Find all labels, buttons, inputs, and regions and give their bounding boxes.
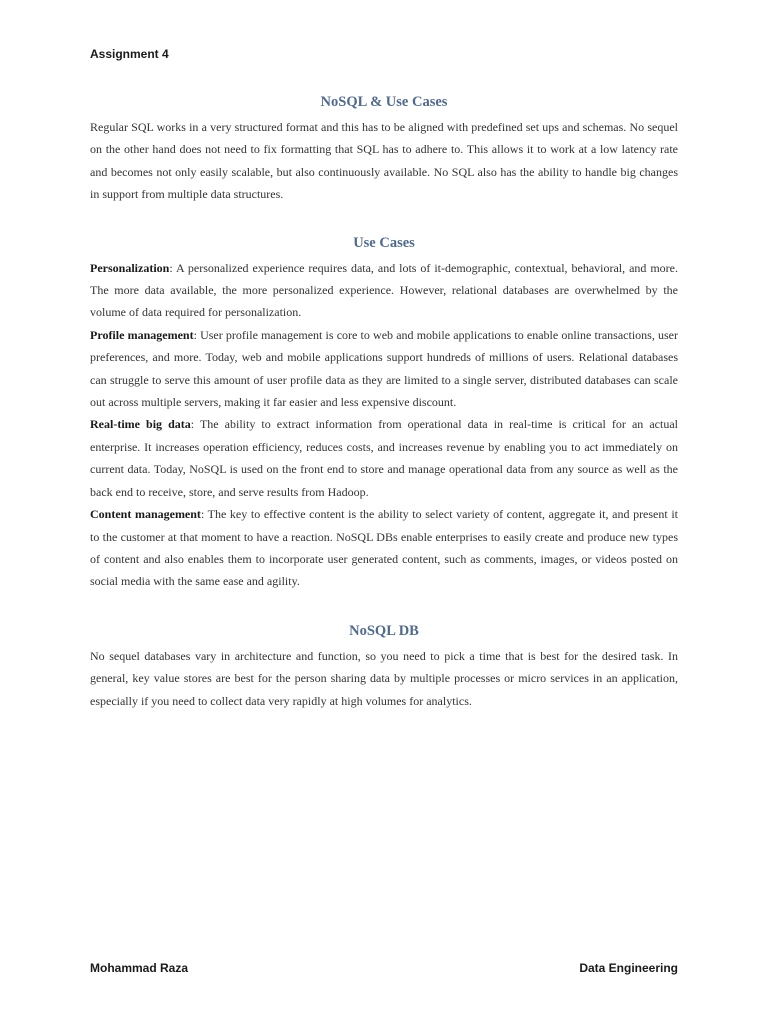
use-case-profile-management	[90, 324, 678, 414]
section-spacer	[90, 593, 678, 621]
use-case-text: : User profile management is core to web and mobile applications to enable online transactions, user preferences, and more. Today, web and mobile applications support hundreds of millions of users. Relational databases can struggle to serve this amount of user profile data as they are limited to a single server, distributed databases can scale out across multiple servers, making it far easier and less expensive discount.	[90, 327, 678, 410]
use-case-content-management	[90, 503, 678, 593]
section-heading-nosql-use-cases: NoSQL & Use Cases	[320, 94, 448, 110]
footer-course: Data Engineering	[579, 961, 678, 975]
assignment-label: Assignment 4	[90, 47, 169, 61]
nosql-db-paragraph: No sequel databases vary in architecture and function, so you need to pick a time that is best for the desired task. In general, key value stores are best for the person sharing data by multiple processes or micro services in an application, especially if you need to collect data very rapidly at high volumes for analytics.	[90, 648, 678, 708]
use-case-text: : A personalized experience requires data, and lots of it-demographic, contextual, behavioral, and more. The more data available, the more personalized experience. However, relational databases are overwhelmed by the volume of data required for personalization.	[90, 260, 678, 320]
footer-author: Mohammad Raza	[90, 961, 189, 975]
use-case-term: Personalization	[90, 260, 170, 275]
section-heading-use-cases: Use Cases	[353, 234, 415, 251]
use-case-term: Content management	[90, 507, 201, 522]
use-case-term: Profile management	[90, 327, 194, 342]
section-heading-nosql-db: NoSQL DB	[349, 622, 419, 639]
use-case-personalization	[90, 257, 678, 324]
intro-paragraph: Regular SQL works in a very structured format and this has to be aligned with predefined set ups and schemas. No sequel on the other hand does not need to fix formatting that SQL has to adhere to. This allows it to work at a low latency rate and becomes not only easily scalable, but also continuously available. No SQL also has the ability to handle big changes in support from multiple data structures.	[90, 120, 678, 202]
use-case-text: : The key to effective content is the ability to select variety of content, aggregate it, and present it to the customer at that moment to have a reaction. NoSQL DBs enable enterprises to easily create and produce new types of content and also enables them to incorporate user generated content, such as comments, images, or videos posted on social media with the same ease and agility.	[90, 507, 678, 589]
section-spacer	[90, 206, 678, 233]
use-case-real-time-big-data	[90, 413, 678, 503]
document-body	[90, 92, 678, 712]
use-case-text: : The ability to extract information from operational data in real-time is critical for an actual enterprise. It increases operation efficiency, reduces costs, and increases revenue by enabling you to act immediately on current data. Today, NoSQL is used on the front end to store and manage operational data from any source as well as the back end to receive, store, and serve results from Hadoop.	[90, 417, 678, 499]
use-case-term: Real-time big data	[90, 417, 191, 432]
